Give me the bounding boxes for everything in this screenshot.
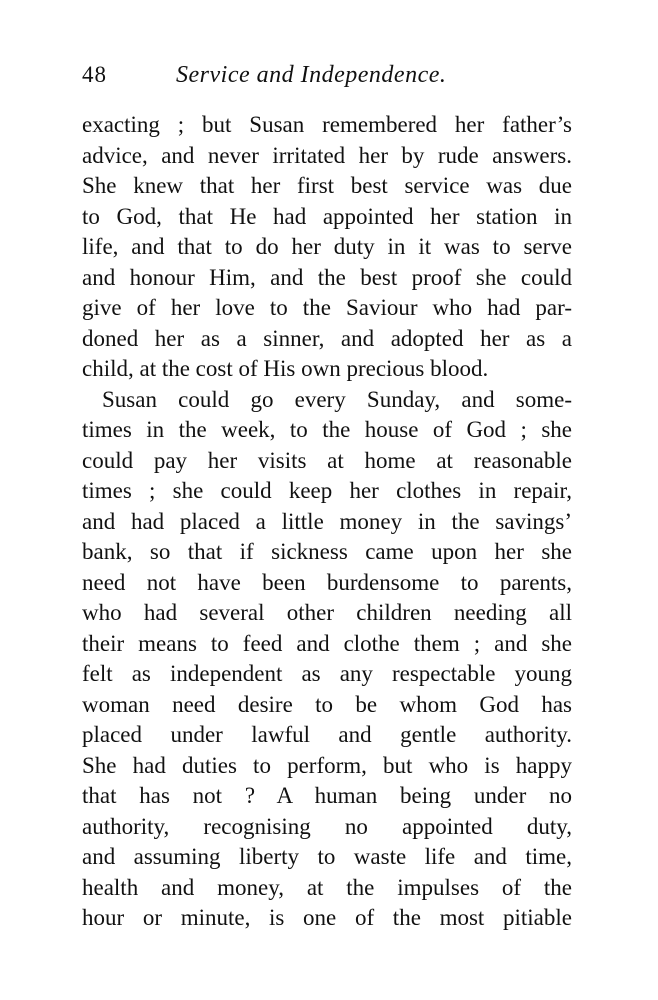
text-line: times ; she could keep her clothes in repair, (82, 478, 572, 503)
text-line: give of her love to the Saviour who had par- (82, 295, 572, 320)
text-line: need not have been burdensome to parents, (82, 569, 572, 595)
text-line: who had several other children needing all (82, 600, 572, 625)
text-line: child, at the cost of His own precious blood. (82, 356, 489, 381)
text-line: their means to feed and clothe them ; and she (82, 630, 572, 656)
page-number: 48 (82, 62, 107, 87)
text-line: could pay her visits at home at reasonable (82, 447, 572, 473)
text-line: advice, and never irritated her by rude answers. (82, 142, 572, 168)
text-line: bank, so that if sickness came upon her she (82, 539, 572, 564)
running-title: Service and Independence. (176, 62, 447, 88)
text-line: times in the week, to the house of God ; she (82, 417, 572, 442)
text-line: exacting ; but Susan remembered her father’s (82, 112, 572, 137)
text-line: woman need desire to be whom God has (82, 691, 572, 717)
text-line: She knew that her first best service was due (82, 173, 572, 198)
text-line: to God, that He had appointed her station in (82, 203, 572, 229)
page-header (82, 62, 582, 96)
text-line: that has not ? A human being under no (82, 783, 572, 808)
text-line: placed under lawful and gentle authority. (82, 722, 572, 747)
paragraph-1 (82, 110, 572, 385)
text-line: She had duties to perform, but who is happy (82, 752, 572, 778)
paragraph-2 (82, 385, 572, 934)
text-line: and honour Him, and the best proof she could (82, 264, 572, 290)
text-line: life, and that to do her duty in it was to serve (82, 234, 572, 259)
text-line: hour or minute, is one of the most pitiable (82, 905, 572, 930)
text-line: doned her as a sinner, and adopted her as a (82, 325, 572, 351)
text-line: and assuming liberty to waste life and time, (82, 844, 572, 869)
text-line: and had placed a little money in the savings’ (82, 508, 572, 534)
text-line: health and money, at the impulses of the (82, 874, 572, 900)
text-line: Susan could go every Sunday, and some- (102, 386, 572, 412)
body-text (82, 110, 572, 934)
text-line: authority, recognising no appointed duty, (82, 813, 572, 839)
text-line: felt as independent as any respectable young (82, 661, 572, 686)
